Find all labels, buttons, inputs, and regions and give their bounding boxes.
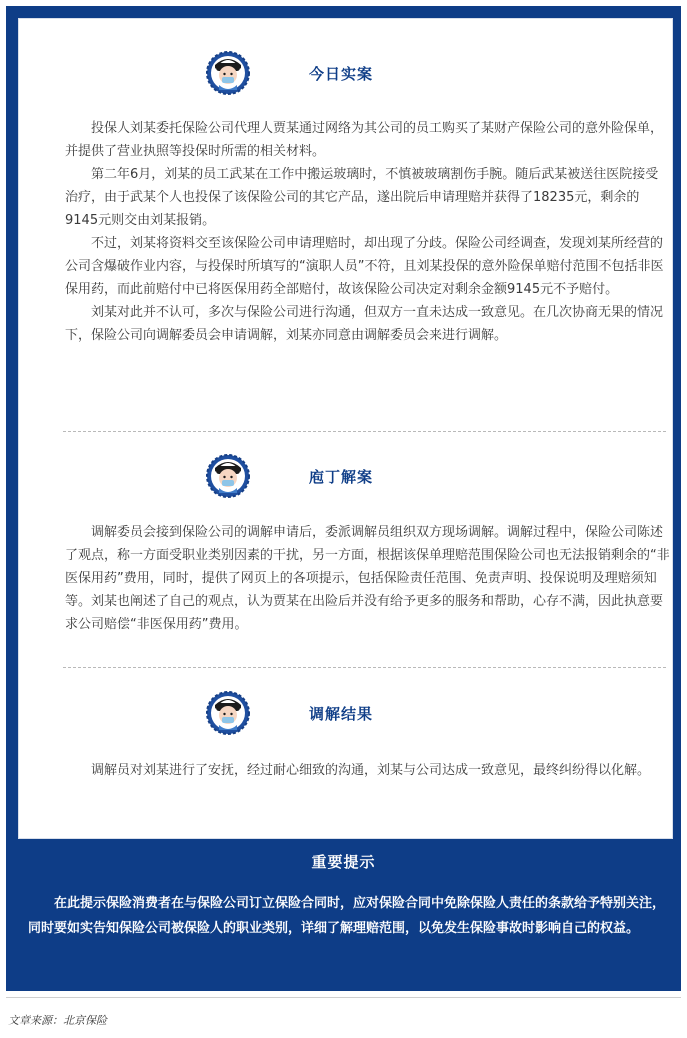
section-title: 调解结果 — [309, 705, 374, 723]
paragraph: 第二年6月，刘某的员工武某在工作中搬运玻璃时，不慎被玻璃割伤手腕。随后武某被送往医院接受治疗，由于武某个人也投保了该保险公司的其它产品，遂出院后申请理赔并获得了18235元，剩余的9145元则交由刘某报销。 — [65, 167, 659, 228]
article-frame — [6, 6, 681, 991]
tip-title: 重要提示 — [311, 853, 376, 871]
paragraph: 投保人刘某委托保险公司代理人贾某通过网络为其公司的员工购买了某财产保险公司的意外险保单，并提供了营业执照等投保时所需的相关材料。 — [65, 121, 664, 159]
content-card — [18, 18, 673, 839]
section-header-result — [19, 689, 674, 745]
article-source: 文章来源：北京保险 — [8, 1014, 107, 1027]
section-body-analysis — [65, 521, 671, 636]
section-title: 今日实案 — [309, 65, 374, 83]
section-header-case — [19, 49, 674, 105]
section-body-case — [65, 117, 671, 347]
section-header-analysis — [19, 452, 674, 508]
paragraph: 调解员对刘某进行了安抚，经过耐心细致的沟通，刘某与公司达成一致意见，最终纠纷得以化解。 — [91, 763, 651, 778]
footer-divider — [6, 997, 681, 998]
paragraph: 调解委员会接到保险公司的调解申请后，委派调解员组织双方现场调解。调解过程中，保险公司陈述了观点，称一方面受职业类别因素的干扰，另一方面，根据该保单理赔范围保险公司也无法报销剩余的“非医保用药”费用，同时，提供了网页上的各项提示，包括保险责任范围、免责声明、投保说明及理赔须知等。刘某也阐述了自己的观点，认为贾某在出险后并没有给予更多的服务和帮助，心存不满，因此执意要求公司赔偿“非医保用药”费用。 — [65, 525, 670, 632]
section-title: 庖丁解案 — [309, 468, 374, 486]
mascot-badge-icon — [205, 452, 251, 498]
section-body-result — [65, 759, 671, 782]
paragraph: 不过，刘某将资料交至该保险公司申请理赔时，却出现了分歧。保险公司经调查，发现刘某所经营的公司含爆破作业内容，与投保时所填写的“演职人员”不符，且刘某投保的意外险保单赔付范围不包括非医保用药，而此前赔付中已将医保用药全部赔付，故该保险公司决定对剩余金额9145元不予赔付。 — [65, 236, 664, 297]
mascot-badge-icon — [205, 689, 251, 735]
tip-paragraph: 在此提示保险消费者在与保险公司订立保险合同时，应对保险合同中免除保险人责任的条款给予特别关注，同时要如实告知保险公司被保险人的职业类别，详细了解理赔范围，以免发生保险事故时影响自己的权益。 — [28, 896, 666, 936]
tip-body — [28, 891, 668, 941]
section-divider — [63, 667, 666, 668]
paragraph: 刘某对此并不认可，多次与保险公司进行沟通，但双方一直未达成一致意见。在几次协商无果的情况下，保险公司向调解委员会申请调解，刘某亦同意由调解委员会来进行调解。 — [65, 305, 664, 343]
section-divider — [63, 431, 666, 432]
mascot-badge-icon — [205, 49, 251, 95]
